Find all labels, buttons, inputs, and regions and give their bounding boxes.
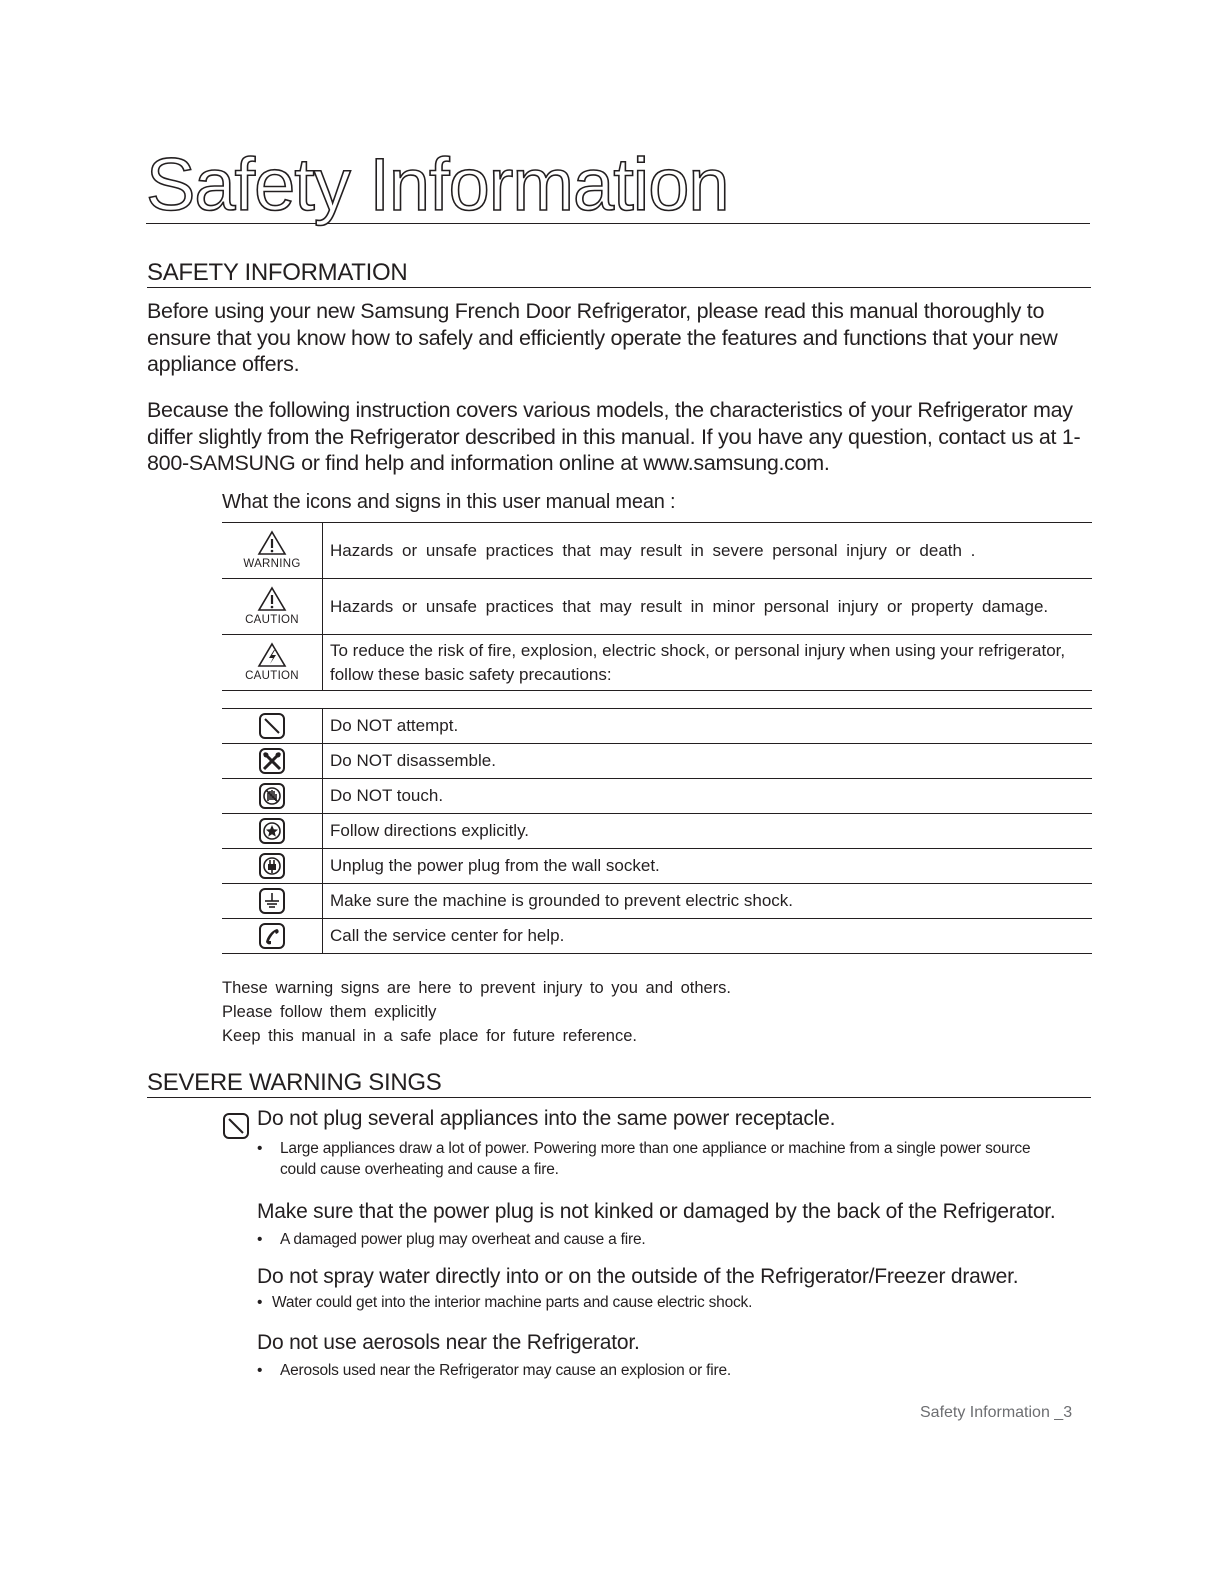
- warning-item-title: Do not spray water directly into or on the outside of the Refrigerator/Freezer drawer.: [257, 1265, 1019, 1288]
- no-disassembly-icon: [258, 747, 286, 775]
- sign-description: Hazards or unsafe practices that may result in severe personal injury or death .: [323, 523, 1093, 579]
- table-row: [222, 814, 1092, 849]
- bullet-text: Large appliances draw a lot of power. Powering more than one appliance or machine from a single power source could cause overheating and cause a fire.: [280, 1140, 1031, 1178]
- page-footer: Safety Information _3: [920, 1404, 1073, 1421]
- warning-item-bullet: [257, 1292, 1057, 1313]
- bullet-text: Water could get into the interior machine parts and cause electric shock.: [272, 1294, 753, 1311]
- sign-description: To reduce the risk of fire, explosion, electric shock, or personal injury when using your refrigerator, follow these basic safety precautions:: [323, 635, 1093, 691]
- icons-caption: What the icons and signs in this user manual mean :: [222, 491, 676, 513]
- warning-item-title: Do not plug several appliances into the same power receptacle.: [257, 1107, 836, 1130]
- signs-table: [222, 522, 1092, 691]
- symbol-description: Do NOT attempt.: [323, 709, 1093, 744]
- caution-triangle-icon: [222, 586, 322, 627]
- symbol-description: Do NOT touch.: [323, 779, 1093, 814]
- sign-label: CAUTION: [245, 614, 299, 626]
- follow-directions-icon: [258, 817, 286, 845]
- table-row: [222, 779, 1092, 814]
- symbol-description: Call the service center for help.: [323, 919, 1093, 954]
- sign-label: WARNING: [243, 558, 301, 570]
- note-line: Keep this manual in a safe place for future reference.: [222, 1027, 637, 1045]
- safety-information-heading: SAFETY INFORMATION: [147, 260, 1091, 288]
- table-row: [222, 919, 1092, 954]
- note-line: These warning signs are here to prevent injury to you and others.: [222, 979, 732, 997]
- do-not-touch-icon: [258, 782, 286, 810]
- page-title: Safety Information: [146, 148, 1090, 224]
- electric-shock-caution-icon: [222, 642, 322, 683]
- bullet-dot: •: [257, 1362, 263, 1379]
- bullet-dot: •: [257, 1140, 263, 1157]
- bullet-dot: •: [257, 1231, 263, 1248]
- symbol-description: Do NOT disassemble.: [323, 744, 1093, 779]
- warning-item-title: Make sure that the power plug is not kinked or damaged by the back of the Refrigerator.: [257, 1200, 1056, 1223]
- symbol-description: Make sure the machine is grounded to prevent electric shock.: [323, 884, 1093, 919]
- table-row: [222, 744, 1092, 779]
- table-row: [222, 579, 1092, 635]
- intro-paragraph-1: Before using your new Samsung French Door Refrigerator, please read this manual thoroughly to ensure that you know how to safely and efficiently operate the features and functions that your new appliance offers.: [147, 299, 1058, 376]
- table-row: [222, 884, 1092, 919]
- table-row: [222, 709, 1092, 744]
- bullet-text: Aerosols used near the Refrigerator may cause an explosion or fire.: [280, 1362, 731, 1379]
- intro-paragraph-2: Because the following instruction covers various models, the characteristics of your Refrigerator may differ slightly from the Refrigerator described in this manual. If you have any question, contact us at 1-800-SAMSUNG or find help and information online at www.samsung.com.: [147, 398, 1081, 475]
- sign-label: CAUTION: [245, 670, 299, 682]
- warning-item-bullet: [257, 1229, 1057, 1250]
- warning-triangle-icon: [222, 530, 322, 571]
- table-row: [222, 635, 1092, 691]
- bullet-text: A damaged power plug may overheat and cause a fire.: [280, 1231, 646, 1248]
- symbol-description: Unplug the power plug from the wall socket.: [323, 849, 1093, 884]
- table-row: [222, 523, 1092, 579]
- warning-item-bullet: [257, 1138, 1057, 1180]
- warning-notes: [222, 976, 731, 1048]
- prohibited-icon: [258, 712, 286, 740]
- ground-icon: [258, 887, 286, 915]
- unplug-icon: [258, 852, 286, 880]
- note-line: Please follow them explicitly: [222, 1003, 437, 1021]
- service-call-icon: [258, 922, 286, 950]
- symbols-table: [222, 708, 1092, 954]
- sign-description: Hazards or unsafe practices that may result in minor personal injury or property damage.: [323, 579, 1093, 635]
- prohibited-icon: [222, 1112, 250, 1140]
- symbol-description: Follow directions explicitly.: [323, 814, 1093, 849]
- severe-warning-heading: SEVERE WARNING SINGS: [147, 1070, 1091, 1098]
- warning-item-title: Do not use aerosols near the Refrigerator.: [257, 1331, 640, 1354]
- bullet-dot: •: [257, 1294, 263, 1311]
- table-row: [222, 849, 1092, 884]
- warning-item-bullet: [257, 1360, 1057, 1381]
